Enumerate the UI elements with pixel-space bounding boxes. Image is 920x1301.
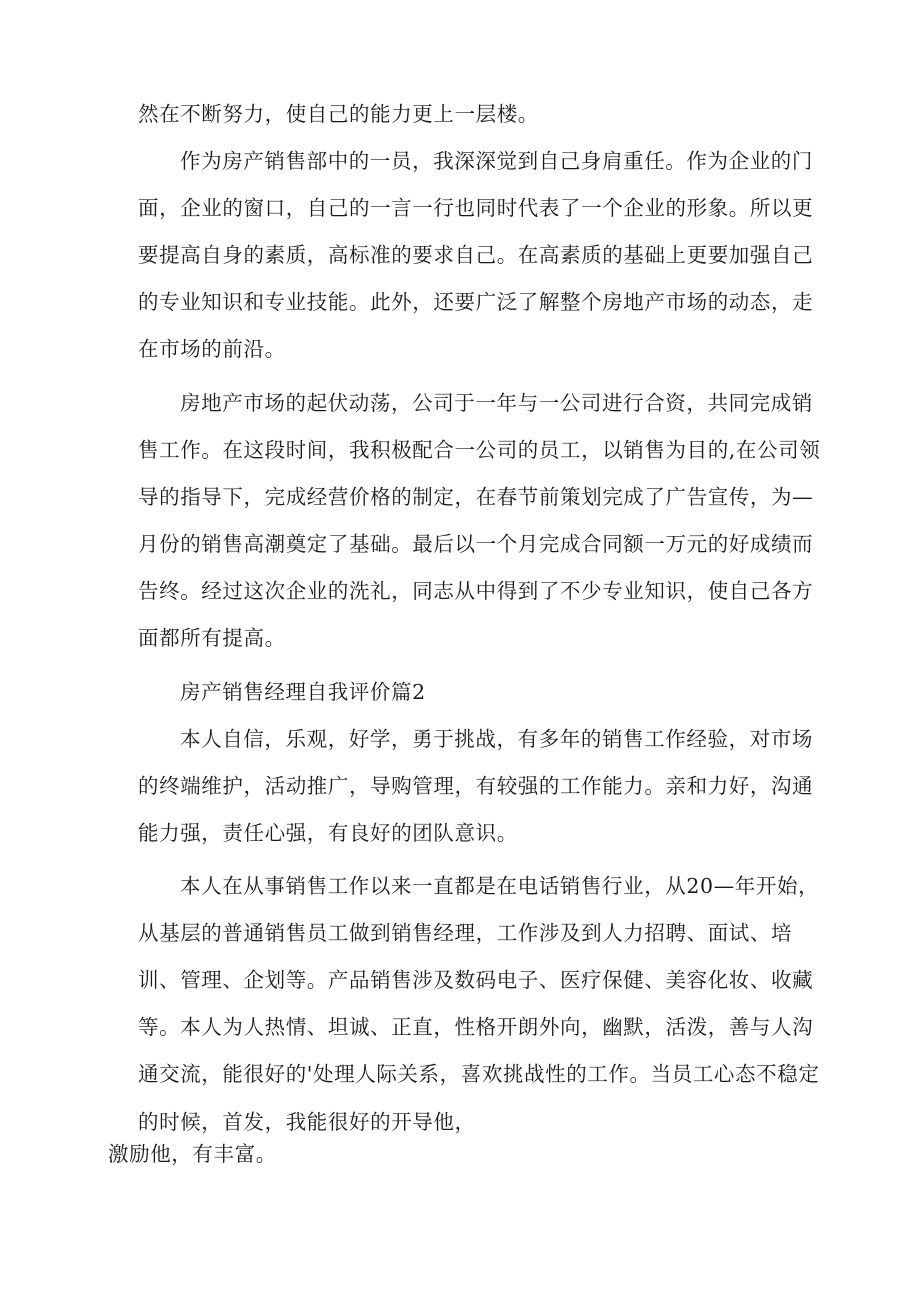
paragraph-line: 的终端维护，活动推广，导购管理，有较强的工作能力。亲和力好，沟通: [138, 774, 814, 798]
paragraph-line: 面都所有提高。: [138, 626, 286, 650]
paragraph-line: 房地产市场的起伏动荡，公司于一年与一公司进行合资，共同完成销: [180, 391, 813, 415]
paragraph-line: 本人自信，乐观，好学，勇于挑战，有多年的销售工作经验，对市场: [180, 727, 813, 751]
paragraph-line: 本人在从事销售工作以来一直都是在电话销售行业，从20—年开始，: [180, 874, 820, 898]
paragraph-line: 的专业知识和专业技能。此外，还要广泛了解整个房地产市场的动态，走: [138, 290, 814, 314]
paragraph-line: 在市场的前沿。: [138, 337, 286, 361]
paragraph-line: 通交流，能很好的'处理人际关系，喜欢挑战性的工作。当员工心态不稳定: [138, 1062, 820, 1086]
paragraph-line: 然在不断努力，使自己的能力更上一层楼。: [138, 102, 539, 126]
paragraph-line: 作为房产销售部中的一员，我深深觉到自己身肩重任。作为企业的门: [180, 149, 813, 173]
paragraph-line: 告终。经过这次企业的洗礼，同志从中得到了不少专业知识，使自己各方: [138, 579, 814, 603]
paragraph-line: 导的指导下，完成经营价格的制定，在春节前策划完成了广告宣传，为—: [138, 485, 814, 509]
paragraph-line: 激励他，有丰富。: [108, 1142, 277, 1166]
section-heading: 房产销售经理自我评价篇2: [180, 680, 426, 704]
paragraph-line: 要提高自身的素质，高标准的要求自己。在高素质的基础上更要加强自己: [138, 243, 814, 267]
paragraph-line: 面，企业的窗口，自己的一言一行也同时代表了一个企业的形象。所以更: [138, 196, 814, 220]
paragraph-line: 训、管理、企划等。产品销售涉及数码电子、医疗保健、美容化妆、收藏: [138, 968, 814, 992]
paragraph-line: 月份的销售高潮奠定了基础。最后以一个月完成合同额一万元的好成绩而: [138, 532, 814, 556]
paragraph-line: 等。本人为人热情、坦诚、正直，性格开朗外向，幽默，活泼，善与人沟: [138, 1015, 814, 1039]
paragraph-line: 售工作。在这段时间，我积极配合一公司的员工，以销售为目的,在公司领: [138, 438, 821, 462]
paragraph-line: 能力强，责任心强，有良好的团队意识。: [138, 821, 518, 845]
paragraph-line: 的时候，首发，我能很好的开导他，: [138, 1110, 476, 1134]
paragraph-line: 从基层的普通销售员工做到销售经理，工作涉及到人力招聘、面试、培: [138, 921, 793, 945]
